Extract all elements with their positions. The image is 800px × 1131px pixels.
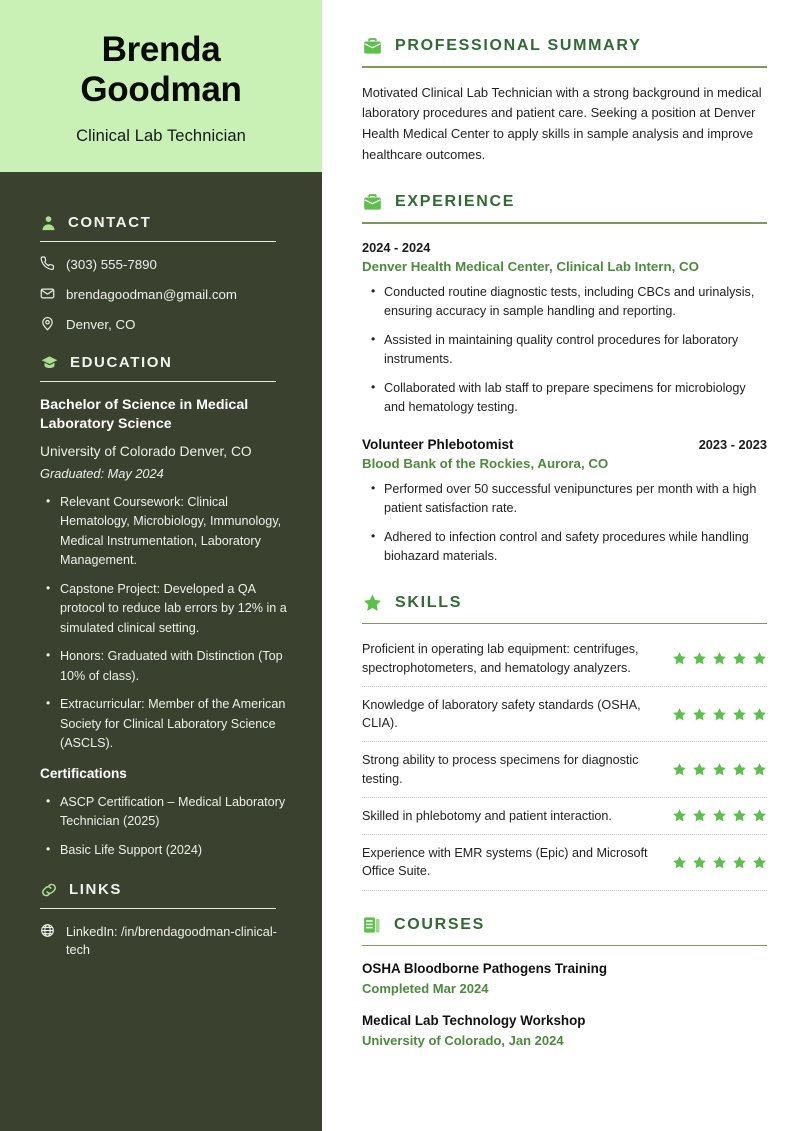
star-icon — [732, 762, 747, 777]
star-icon — [752, 808, 767, 823]
star-icon — [672, 762, 687, 777]
summary-text: Motivated Clinical Lab Technician with a strong background in medical laboratory procedures and patient care. Seeking a position at Denver Health Medical Center to apply skills in sample analysis and improve healthcare outcomes. — [362, 84, 762, 163]
main-column — [322, 0, 800, 1131]
courses-heading-row — [362, 915, 767, 935]
link-linkedin[interactable] — [40, 923, 297, 959]
briefcase-icon — [362, 192, 383, 212]
experience-heading: EXPERIENCE — [395, 193, 516, 211]
sidebar-body — [0, 172, 322, 993]
education-heading-row — [40, 354, 297, 372]
page-title — [22, 30, 300, 110]
star-icon — [732, 808, 747, 823]
star-icon — [692, 762, 707, 777]
star-icon — [712, 651, 727, 666]
links-divider — [40, 908, 276, 909]
star-icon — [732, 855, 747, 870]
last-name: Goodman — [80, 69, 242, 109]
location-value: Denver, CO — [66, 316, 136, 332]
email-value: brendagoodman@gmail.com — [66, 286, 237, 302]
list-item: • Adhered to infection control and safety procedures while handling biohazard materials. — [384, 528, 767, 567]
education-graduated: Graduated: May 2024 — [40, 465, 164, 481]
list-item: • Basic Life Support (2024) — [58, 841, 297, 861]
skill-text: Proficient in operating lab equipment: centrifuges, spectrophotometers, and hematology analyzers. — [362, 642, 639, 675]
star-icon — [752, 762, 767, 777]
list-item: • Extracurricular: Member of the American Society for Clinical Laboratory Science (ASCLS). — [58, 695, 297, 754]
education-school: University of Colorado Denver, CO — [40, 443, 252, 459]
skill-row — [362, 687, 767, 743]
skill-row — [362, 742, 767, 798]
courses-heading: COURSES — [394, 915, 486, 933]
list-item: • Collaborated with lab staff to prepare specimens for microbiology and hematology testing. — [384, 379, 767, 418]
skill-rating-stars — [672, 808, 767, 823]
summary-heading: PROFESSIONAL SUMMARY — [395, 37, 642, 54]
person-icon — [40, 214, 57, 232]
star-icon — [712, 808, 727, 823]
star-icon — [672, 808, 687, 823]
list-item: • Honors: Graduated with Distinction (Top 10% of class). — [58, 647, 297, 686]
document-list-icon — [362, 915, 382, 935]
certifications-list — [40, 793, 297, 861]
section-contact — [40, 214, 297, 334]
education-heading: EDUCATION — [70, 354, 173, 372]
list-item: • Capstone Project: Developed a QA protocol to reduce lab errors by 12% in a simulated clinical setting. — [58, 580, 297, 639]
course-name: OSHA Bloodborne Pathogens Training — [362, 961, 608, 977]
experience-divider — [362, 222, 767, 224]
list-item: • Assisted in maintaining quality control procedures for laboratory instruments. — [384, 331, 767, 370]
link-value: LinkedIn: /in/brendagoodman-clinical-tech — [66, 924, 277, 957]
sidebar — [0, 0, 322, 1131]
name-header — [0, 0, 322, 172]
star-icon — [752, 707, 767, 722]
skills-heading-row — [362, 593, 767, 613]
skill-text: Experience with EMR systems (Epic) and Microsoft Office Suite. — [362, 846, 648, 879]
skill-row — [362, 798, 767, 835]
skill-rating-stars — [672, 855, 767, 870]
skill-rating-stars — [672, 707, 767, 722]
experience-bullets — [362, 283, 767, 418]
job-title: Clinical Lab Technician — [76, 126, 246, 145]
skills-list — [362, 636, 767, 890]
phone-icon — [40, 256, 55, 271]
contact-heading: CONTACT — [68, 214, 152, 232]
star-icon — [672, 651, 687, 666]
chain-link-icon — [40, 881, 58, 899]
section-professional-summary — [362, 36, 767, 166]
star-icon — [752, 651, 767, 666]
contact-heading-row — [40, 214, 297, 232]
education-divider — [40, 381, 276, 382]
section-experience — [362, 192, 767, 567]
globe-icon — [40, 923, 55, 938]
graduation-cap-icon — [40, 354, 59, 372]
summary-heading-row — [362, 36, 767, 56]
contact-list — [40, 256, 297, 334]
star-icon — [712, 855, 727, 870]
links-heading-row — [40, 881, 297, 899]
location-pin-icon — [40, 316, 55, 331]
star-icon — [692, 808, 707, 823]
education-bullets — [40, 493, 297, 754]
star-icon — [672, 855, 687, 870]
star-icon — [362, 593, 383, 613]
contact-email[interactable] — [40, 286, 297, 304]
list-item: • Performed over 50 successful venipunctures per month with a high patient satisfaction rate. — [384, 480, 767, 519]
links-heading: LINKS — [69, 881, 122, 899]
list-item: • Relevant Coursework: Clinical Hematology, Microbiology, Immunology, Medical Instrumentation, Laboratory Management. — [58, 493, 297, 571]
education-degree: Bachelor of Science in Medical Laboratory Science — [40, 396, 249, 433]
list-item: • Conducted routine diagnostic tests, including CBCs and urinalysis, ensuring accuracy in sample handling and reporting. — [384, 283, 767, 322]
experience-heading-row — [362, 192, 767, 212]
experience-company: Blood Bank of the Rockies, Aurora, CO — [362, 455, 609, 471]
star-icon — [692, 707, 707, 722]
course-meta: University of Colorado, Jan 2024 — [362, 1033, 564, 1049]
courses-divider — [362, 945, 767, 947]
skill-row — [362, 835, 767, 891]
star-icon — [692, 651, 707, 666]
skill-text: Strong ability to process specimens for diagnostic testing. — [362, 753, 639, 786]
experience-bullets — [362, 480, 767, 567]
experience-dates: 2024 - 2024 — [362, 239, 431, 255]
skills-heading: SKILLS — [395, 593, 463, 611]
first-name: Brenda — [101, 30, 221, 69]
skill-text: Knowledge of laboratory safety standards (OSHA, CLIA). — [362, 697, 641, 731]
course-item — [362, 961, 767, 996]
course-meta: Completed Mar 2024 — [362, 981, 489, 997]
course-name: Medical Lab Technology Workshop — [362, 1013, 586, 1029]
experience-item — [362, 240, 767, 418]
section-skills — [362, 593, 767, 891]
star-icon — [692, 855, 707, 870]
summary-divider — [362, 66, 767, 68]
star-icon — [672, 707, 687, 722]
skill-text: Skilled in phlebotomy and patient interaction. — [362, 808, 612, 823]
experience-item — [362, 437, 767, 567]
star-icon — [712, 762, 727, 777]
skill-rating-stars — [672, 651, 767, 666]
section-education — [40, 354, 297, 861]
star-icon — [712, 707, 727, 722]
skills-divider — [362, 623, 767, 625]
contact-location[interactable] — [40, 316, 297, 334]
briefcase-icon — [362, 36, 383, 56]
contact-phone[interactable] — [40, 256, 297, 274]
course-item — [362, 1013, 767, 1048]
section-links — [40, 881, 297, 959]
experience-company: Denver Health Medical Center, Clinical Lab Intern, CO — [362, 258, 699, 274]
certifications-title: Certifications — [40, 765, 127, 781]
star-icon — [732, 707, 747, 722]
envelope-icon — [40, 286, 55, 301]
experience-title-row — [362, 437, 767, 452]
list-item: • ASCP Certification – Medical Laboratory Technician (2025) — [58, 793, 297, 832]
star-icon — [752, 855, 767, 870]
contact-divider — [40, 241, 276, 242]
skill-rating-stars — [672, 762, 767, 777]
section-courses — [362, 915, 767, 1049]
experience-role: Volunteer Phlebotomist — [362, 436, 514, 452]
experience-dates: 2023 - 2023 — [698, 436, 767, 452]
skill-row — [362, 636, 767, 687]
star-icon — [732, 651, 747, 666]
phone-value: (303) 555-7890 — [66, 256, 157, 272]
